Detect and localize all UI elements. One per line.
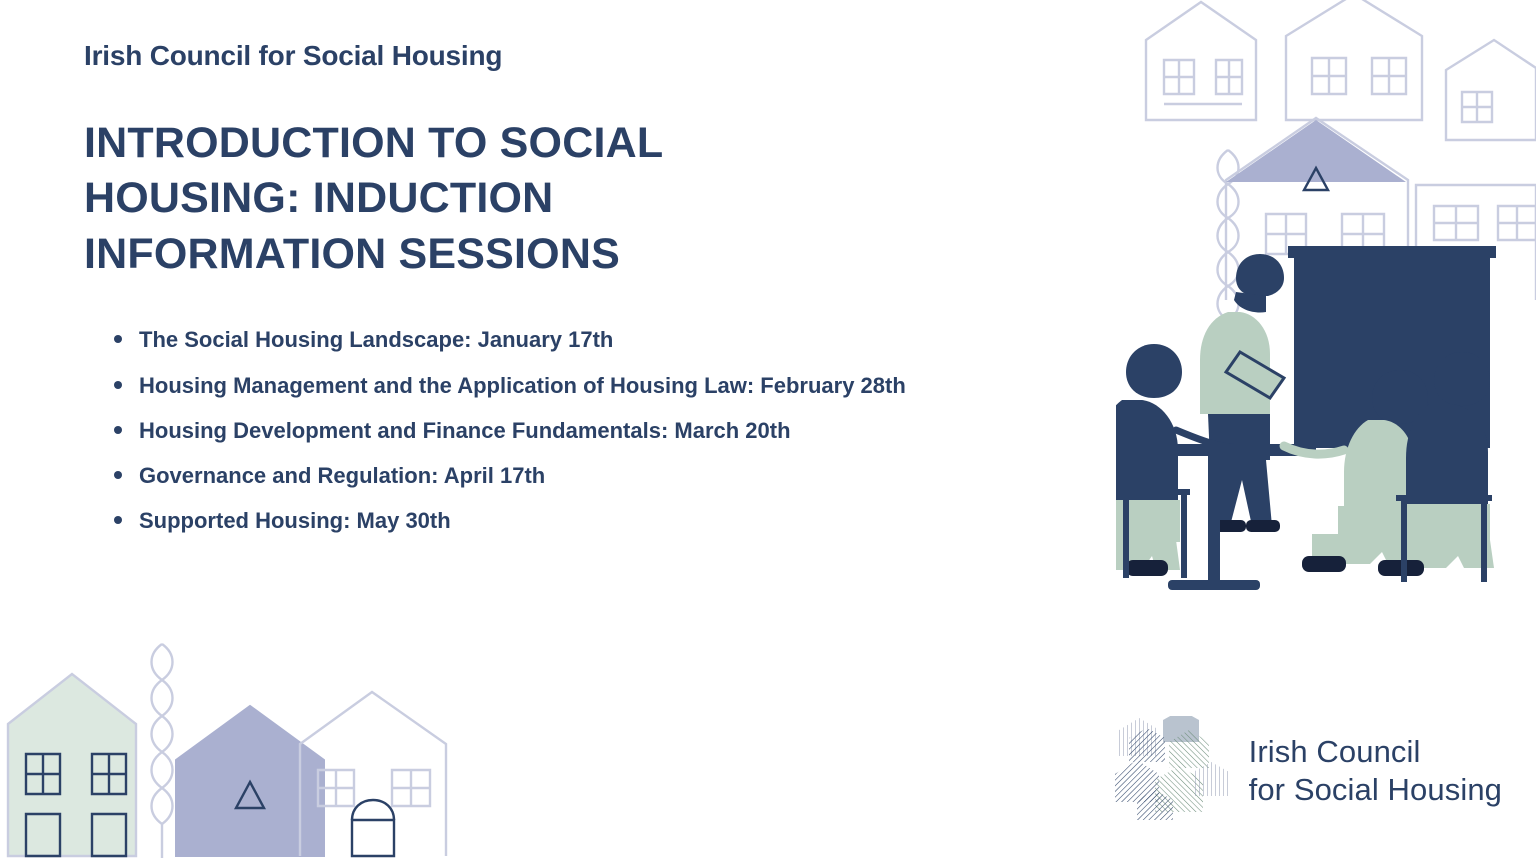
list-item-label: Supported Housing: May 30th — [139, 508, 451, 534]
list-item-label: Governance and Regulation: April 17th — [139, 463, 546, 489]
list-item — [84, 505, 1094, 536]
illustration-meeting-and-houses — [1116, 0, 1536, 620]
organisation-name: Irish Council for Social Housing — [84, 40, 503, 71]
session-list — [84, 324, 1094, 536]
page-title: INTRODUCTION TO SOCIAL HOUSING: INDUCTION INFORMATION SESSIONS — [84, 119, 663, 278]
logo-text-line-2: for Social Housing — [1248, 772, 1502, 807]
illustration-houses-bottom-left — [0, 614, 470, 864]
slide-content — [84, 40, 1094, 551]
logo — [1111, 716, 1502, 826]
list-item — [84, 460, 1094, 491]
list-item — [84, 415, 1094, 446]
bullet-icon — [114, 381, 122, 389]
icsh-logo-icon — [1111, 716, 1231, 826]
logo-text — [1249, 733, 1502, 809]
logo-text-line-1: Irish Council — [1248, 734, 1421, 770]
list-item-label: Housing Management and the Application of Housing Law: February 28th — [139, 372, 906, 398]
bullet-icon — [114, 426, 122, 434]
list-item-label: The Social Housing Landscape: January 17th — [139, 327, 614, 353]
bullet-icon — [114, 335, 122, 343]
bullet-icon — [114, 471, 122, 479]
list-item — [84, 324, 1094, 355]
list-item-label: Housing Development and Finance Fundamentals: March 20th — [139, 417, 791, 443]
list-item — [84, 370, 1094, 401]
bullet-icon — [114, 516, 122, 524]
